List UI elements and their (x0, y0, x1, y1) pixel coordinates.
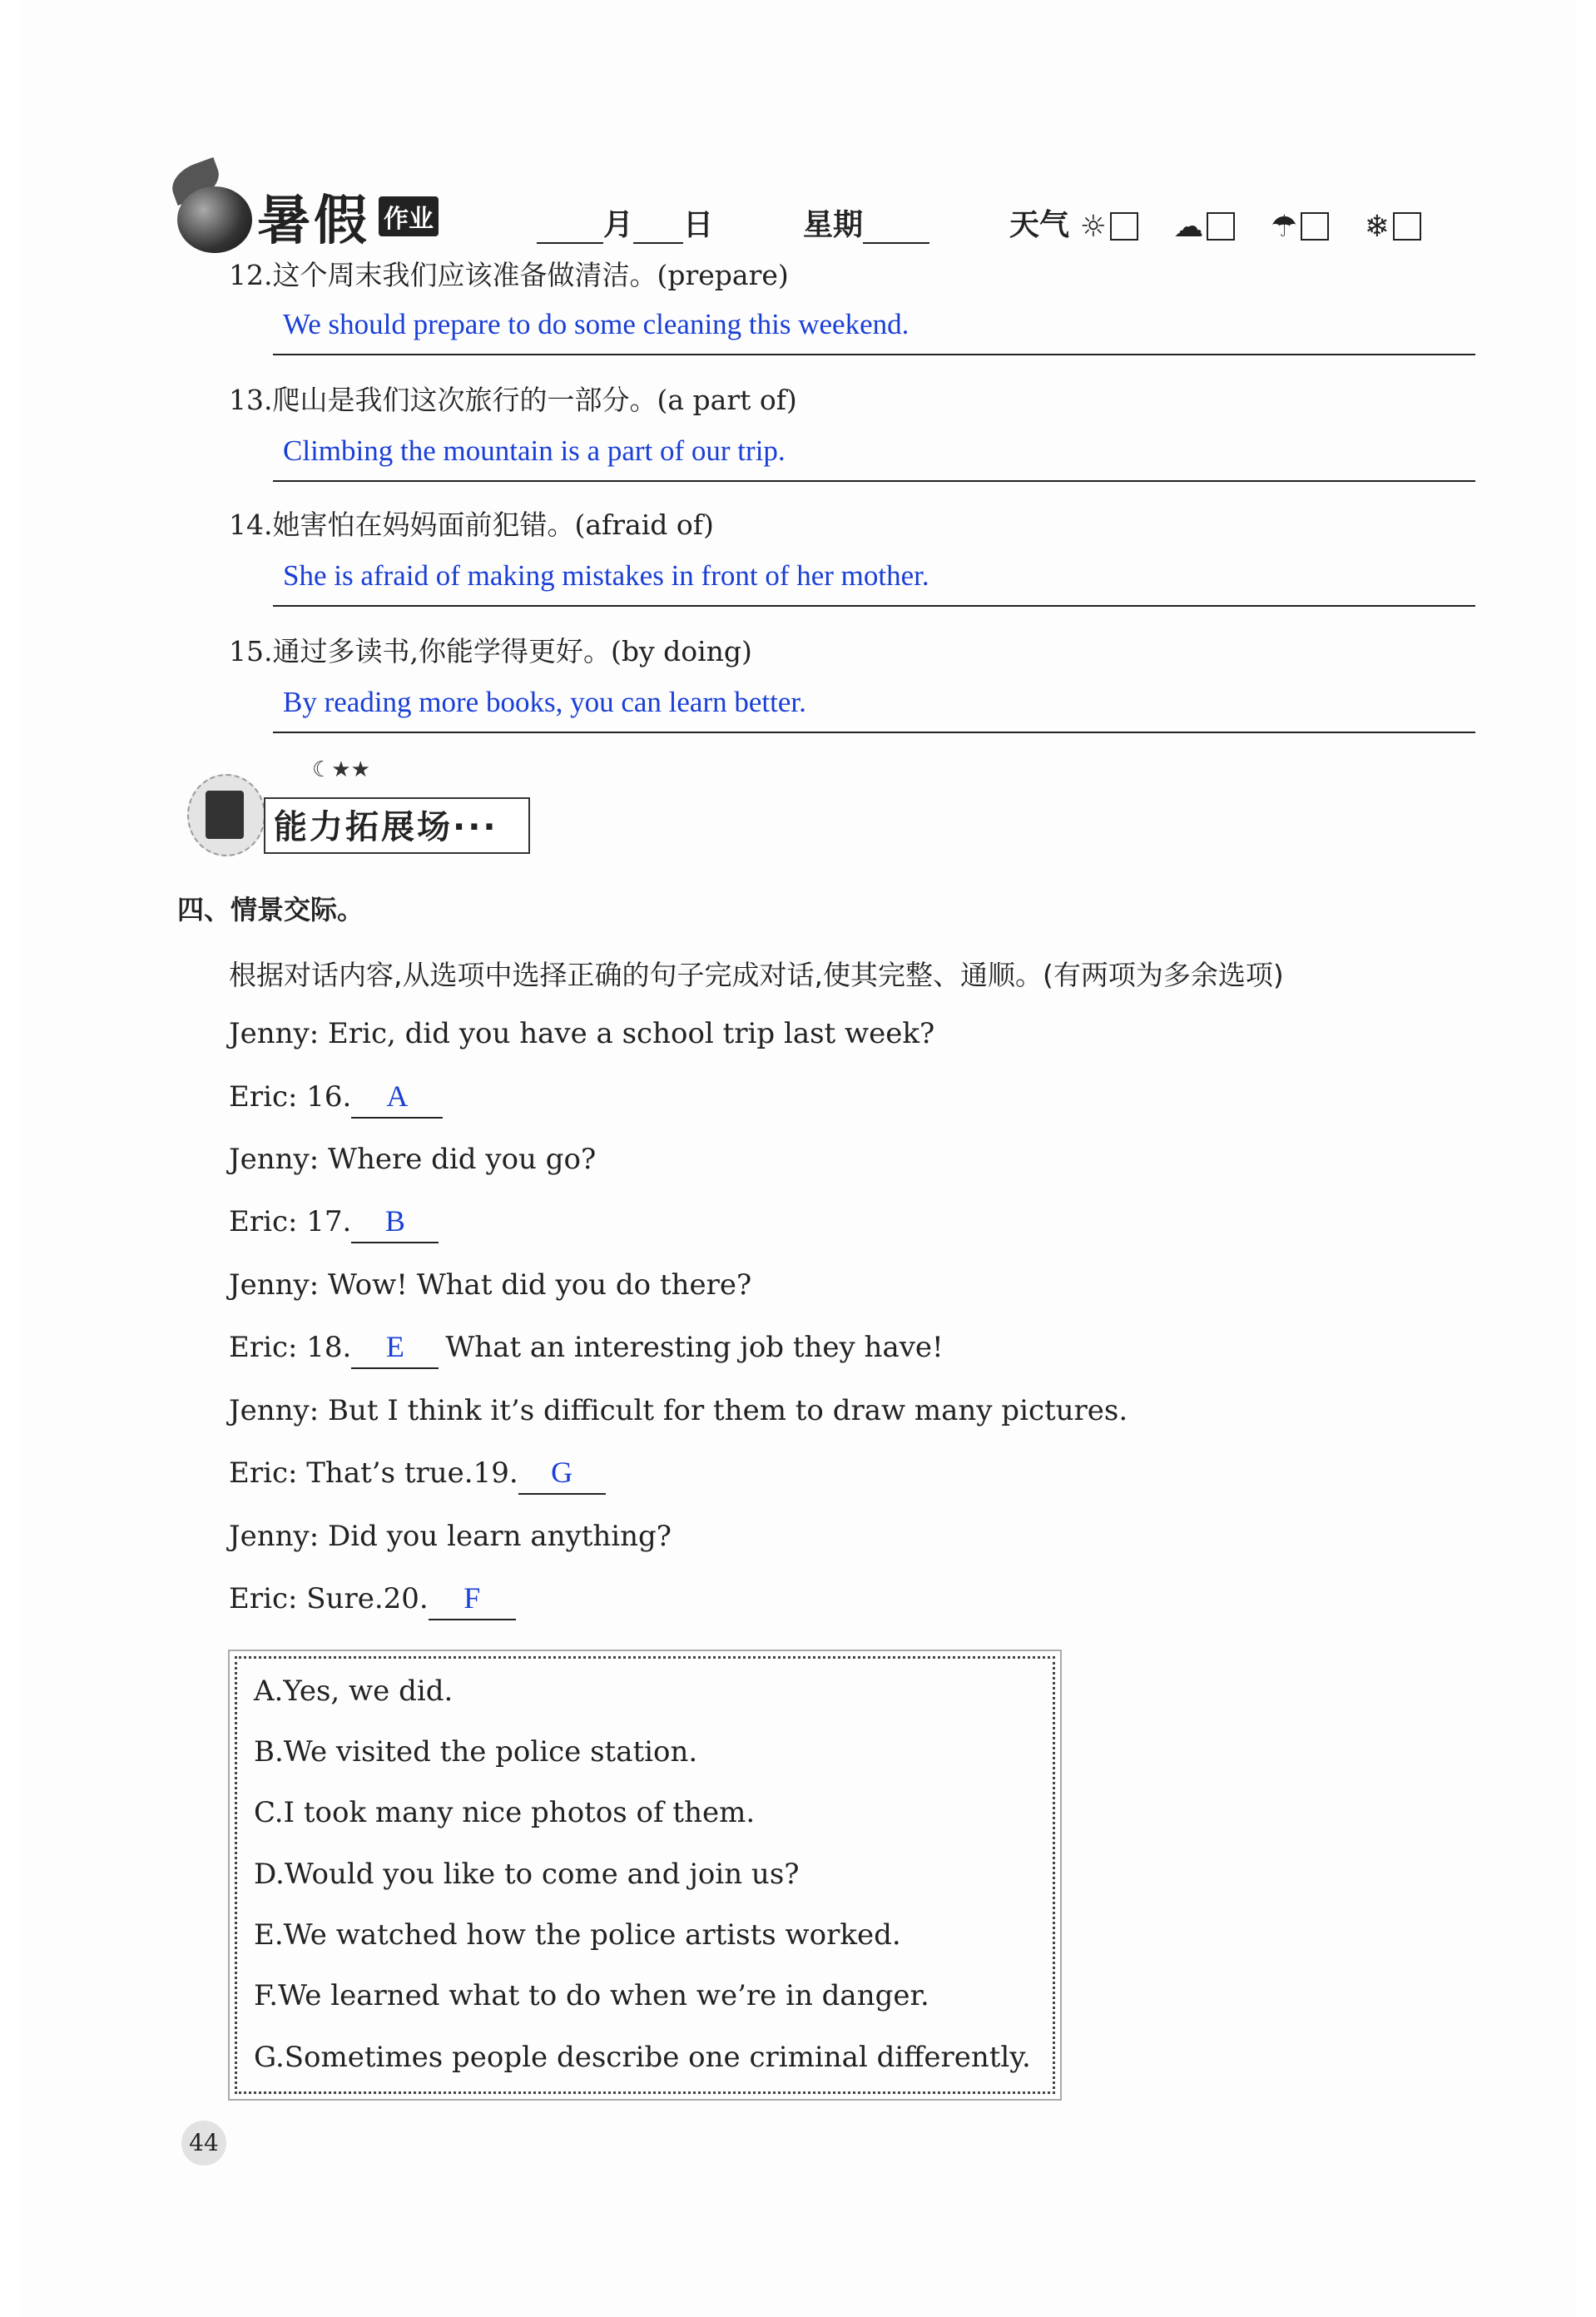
banner-text: 能力拓展场··· (274, 808, 498, 846)
month-blank (537, 214, 603, 244)
dialogue-line (229, 1205, 445, 1243)
header-badge: 作业 (379, 196, 439, 236)
header-title: 暑假 (257, 191, 370, 252)
option-f: F.We learned what to do when we’re in danger. (254, 1979, 929, 2012)
dialogue-line (229, 1394, 1128, 1427)
dialogue-line (229, 1456, 612, 1495)
dialogue-line (229, 1080, 449, 1119)
section-title: 四、情景交际。 (177, 894, 364, 925)
answer-blank-19[interactable]: G (518, 1460, 606, 1495)
weather-field (1009, 201, 1421, 244)
page-header (171, 158, 1485, 250)
answer-line-15 (273, 732, 1475, 733)
dialogue-text: Jenny: Eric, did you have a school trip last week? (229, 1017, 935, 1050)
question-15: 15.通过多读书,你能学得更好。(by doing) (229, 635, 752, 667)
question-13: 13.爬山是我们这次旅行的一部分。(a part of) (229, 384, 797, 416)
answer-line-13 (273, 480, 1475, 482)
coconut-logo-icon (177, 186, 252, 253)
question-14: 14.她害怕在妈妈面前犯错。(afraid of) (229, 509, 714, 541)
snow-icon: ❄ (1364, 209, 1390, 244)
section-banner (187, 757, 537, 857)
cloud-checkbox[interactable] (1207, 212, 1235, 241)
dialogue-text: Eric: 16. (229, 1080, 352, 1114)
weekday-blank (863, 214, 929, 244)
pencil-cup-shape (206, 791, 244, 839)
answer-blank-16[interactable]: A (351, 1084, 443, 1119)
dialogue-text: Eric: That’s true.19. (229, 1456, 518, 1490)
dialogue-text: Eric: Sure.20. (229, 1582, 429, 1615)
dialogue-text: Eric: 17. (229, 1205, 352, 1238)
instruction-text: 根据对话内容,从选项中选择正确的句子完成对话,使其完整、通顺。(有两项为多余选项) (229, 959, 1284, 991)
dialogue-text: Eric: 18. (229, 1331, 352, 1364)
answer-14: She is afraid of making mistakes in front of her mother. (283, 559, 929, 592)
dialogue-line (229, 1017, 934, 1050)
day-blank (633, 214, 683, 244)
answer-line-14 (273, 605, 1475, 607)
option-d: D.Would you like to come and join us? (254, 1858, 800, 1891)
dialogue-line (229, 1331, 944, 1369)
cloud-icon: ☁ (1173, 209, 1204, 244)
question-12: 12.这个周末我们应该准备做清洁。(prepare) (229, 259, 789, 291)
dialogue-text: Jenny: Where did you go? (229, 1143, 597, 1176)
weather-label: 天气 (1009, 208, 1070, 242)
dialogue-text: Jenny: Wow! What did you do there? (229, 1268, 752, 1302)
option-g: G.Sometimes people describe one criminal differently. (254, 2041, 1031, 2074)
rain-checkbox[interactable] (1301, 212, 1329, 241)
option-a: A.Yes, we did. (254, 1674, 454, 1708)
rain-icon: ☂ (1270, 209, 1298, 244)
answer-line-12 (273, 354, 1475, 355)
answer-15: By reading more books, you can learn better. (283, 686, 806, 718)
dialogue-text: Jenny: Did you learn anything? (229, 1520, 672, 1553)
option-c: C.I took many nice photos of them. (254, 1796, 756, 1829)
answer-blank-18[interactable]: E (351, 1334, 439, 1369)
stars-icon: ☾★★ (312, 757, 370, 782)
month-field (537, 201, 713, 244)
weekday-field (803, 201, 929, 244)
answer-blank-20[interactable]: F (429, 1585, 516, 1620)
answer-12: We should prepare to do some cleaning this weekend. (283, 308, 910, 340)
dialogue-after-text: What an interesting job they have! (445, 1331, 944, 1364)
day-label: 日 (683, 208, 714, 242)
page-number: 44 (181, 2121, 226, 2166)
answer-13: Climbing the mountain is a part of our trip. (283, 434, 786, 467)
sun-checkbox[interactable] (1110, 212, 1138, 241)
dialogue-line (229, 1143, 596, 1176)
option-e: E.We watched how the police artists worked. (254, 1918, 901, 1952)
dialogue-line (229, 1520, 672, 1553)
option-b: B.We visited the police station. (254, 1735, 698, 1769)
dialogue-text: Jenny: But I think it’s difficult for them to draw many pictures. (229, 1394, 1128, 1427)
snow-checkbox[interactable] (1393, 212, 1421, 241)
dialogue-line (229, 1582, 523, 1620)
weekday-label: 星期 (803, 208, 864, 242)
dialogue-line (229, 1268, 751, 1302)
sun-icon: ☼ (1079, 209, 1107, 244)
month-label: 月 (603, 208, 634, 242)
answer-blank-17[interactable]: B (351, 1208, 439, 1243)
